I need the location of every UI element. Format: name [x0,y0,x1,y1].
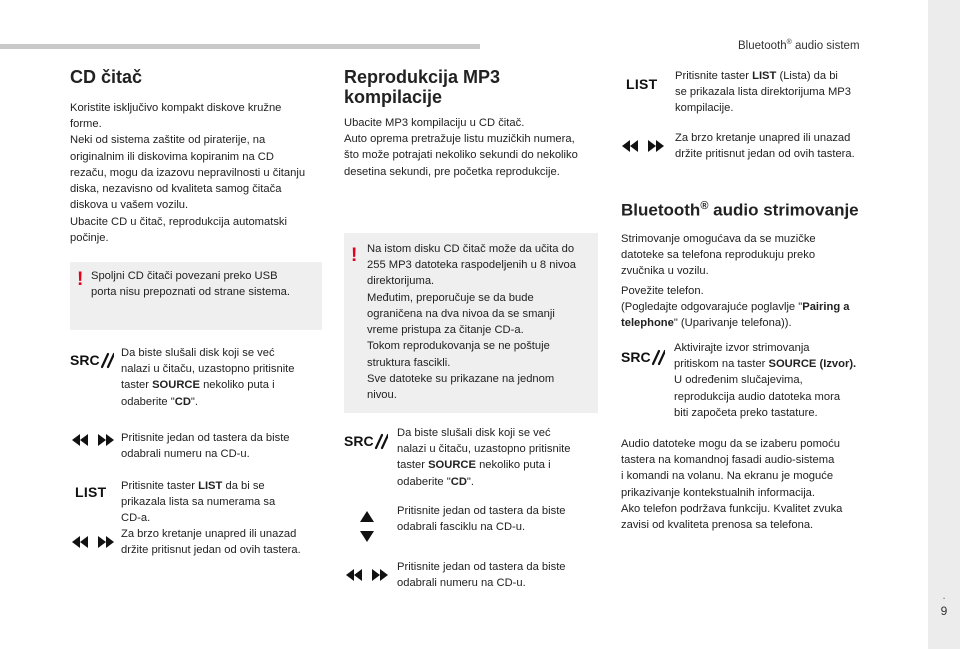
svg-text:SRC: SRC [344,433,374,449]
cd-intro: Koristite isključivo kompakt diskove kružne forme. Neki od sistema zaštite od piraterije, na originalnim ili diskovima kopiranim na CD rezaču, mogu da izazovu nepravilnosti u čitanju diska, nezavisno od kvaliteta samog čitača diskova u vašem vozilu. Ubacite CD u čitač, reprodukcija automatski počinje. [70,102,306,244]
list-button-icon: LIST [626,76,658,92]
fast-seek-buttons-icon [70,534,116,550]
heading-bluetooth-streaming: Bluetooth® audio strimovanje [621,200,859,220]
streaming-intro: Strimovanje omogućava da se muzičke datoteke sa telefona reprodukuju preko zvučnika u vozilu. [621,233,816,278]
streaming-connect: Povežite telefon. (Pogledajte odgovarajuće poglavlje "Pairing a telephone" (Uparivanje telefona)). [621,285,850,330]
heading-cd-reader: CD čitač [70,67,143,87]
source-button-icon [70,349,114,371]
mp3-track-instruction: Pritisnite jedan od tastera da biste odabrali numeru na CD-u. [397,561,566,590]
heading-mp3: Reprodukcija MP3 kompilacije [344,67,501,107]
skip-buttons-icon [344,567,390,583]
mp3-source-instruction: Da biste slušali disk koji se već nalazi u čitaču, uzastopno pritisnite taster SOURCE nekoliko puta i odaberite "CD". [397,427,571,488]
skip-buttons-icon [70,432,116,448]
cd-list-instruction: Pritisnite taster LIST da bi se prikazala lista sa numerama sa CD-a. [121,480,276,525]
warning-icon: ! [77,269,84,290]
svg-text:SRC: SRC [621,349,651,365]
page-number: 9 [940,604,948,618]
usb-note-text: Spoljni CD čitači povezani preko USB porta nisu prepoznati od strane sistema. [91,270,290,299]
streaming-footer: Audio datoteke mogu da se izaberu pomoću tastera na komandnoj fasadi audio-sistema i komandi na volanu. Na ekranu je moguće prikazivanje kontekstualnih informacija. Ako telefon podržava funkciju. Kvalitet zvuka zavisi od kvaliteta prenosa sa telefona. [621,438,843,532]
streaming-activate: Aktivirajte izvor strimovanja pritiskom na taster SOURCE (Izvor). U određenim slučajevima, reprodukcija audio datoteka mora biti započeta preko tastature. [674,342,857,419]
source-button-icon [621,346,665,368]
folder-up-down-icon [357,510,377,544]
mp3-folder-instruction: Pritisnite jedan od tastera da biste odabrali fasciklu na CD-u. [397,505,566,534]
section-header: Bluetooth® audio sistem [738,39,860,52]
list-button-icon: LIST [75,484,107,500]
mp3-list-instruction: Pritisnite taster LIST (Lista) da bi se prikazala lista direktorijuma MP3 kompilacije. [675,70,851,115]
mp3-intro: Ubacite MP3 kompilaciju u CD čitač. Auto oprema pretražuje listu muzičkih numera, što može potrajati nekoliko sekundi do nekoliko desetina sekundi, pre početka reprodukcije. [344,117,578,178]
mp3-note-text: Na istom disku CD čitač može da učita do 255 MP3 datoteka raspodeljenih u 8 nivoa direktorijuma. Međutim, preporučuje se da bude ograničena na dva nivoa da se smanji vreme pristupa za čitanje CD-a. Tokom reprodukovanja se ne poštuje struktura fascikli. Sve datoteke su prikazane na jednom nivou. [367,243,576,402]
fast-seek-buttons-icon [620,138,666,154]
cd-fast-seek-instruction: Za brzo kretanje unapred ili unazad držite pritisnut jedan od ovih tastera. [121,528,301,557]
svg-text:SRC: SRC [70,352,100,368]
warning-icon: ! [351,245,358,266]
cd-source-instruction: Da biste slušali disk koji se već nalazi u čitaču, uzastopno pritisnite taster SOURCE nekoliko puta i odaberite "CD". [121,347,295,408]
source-button-icon [344,430,388,452]
mp3-fast-seek-instruction: Za brzo kretanje unapred ili unazad držite pritisnut jedan od ovih tastera. [675,132,855,161]
header-rule [0,44,480,49]
cd-skip-instruction: Pritisnite jedan od tastera da biste odabrali numeru na CD-u. [121,432,290,461]
page-marker: . [942,588,946,602]
page-edge-band [928,0,960,649]
